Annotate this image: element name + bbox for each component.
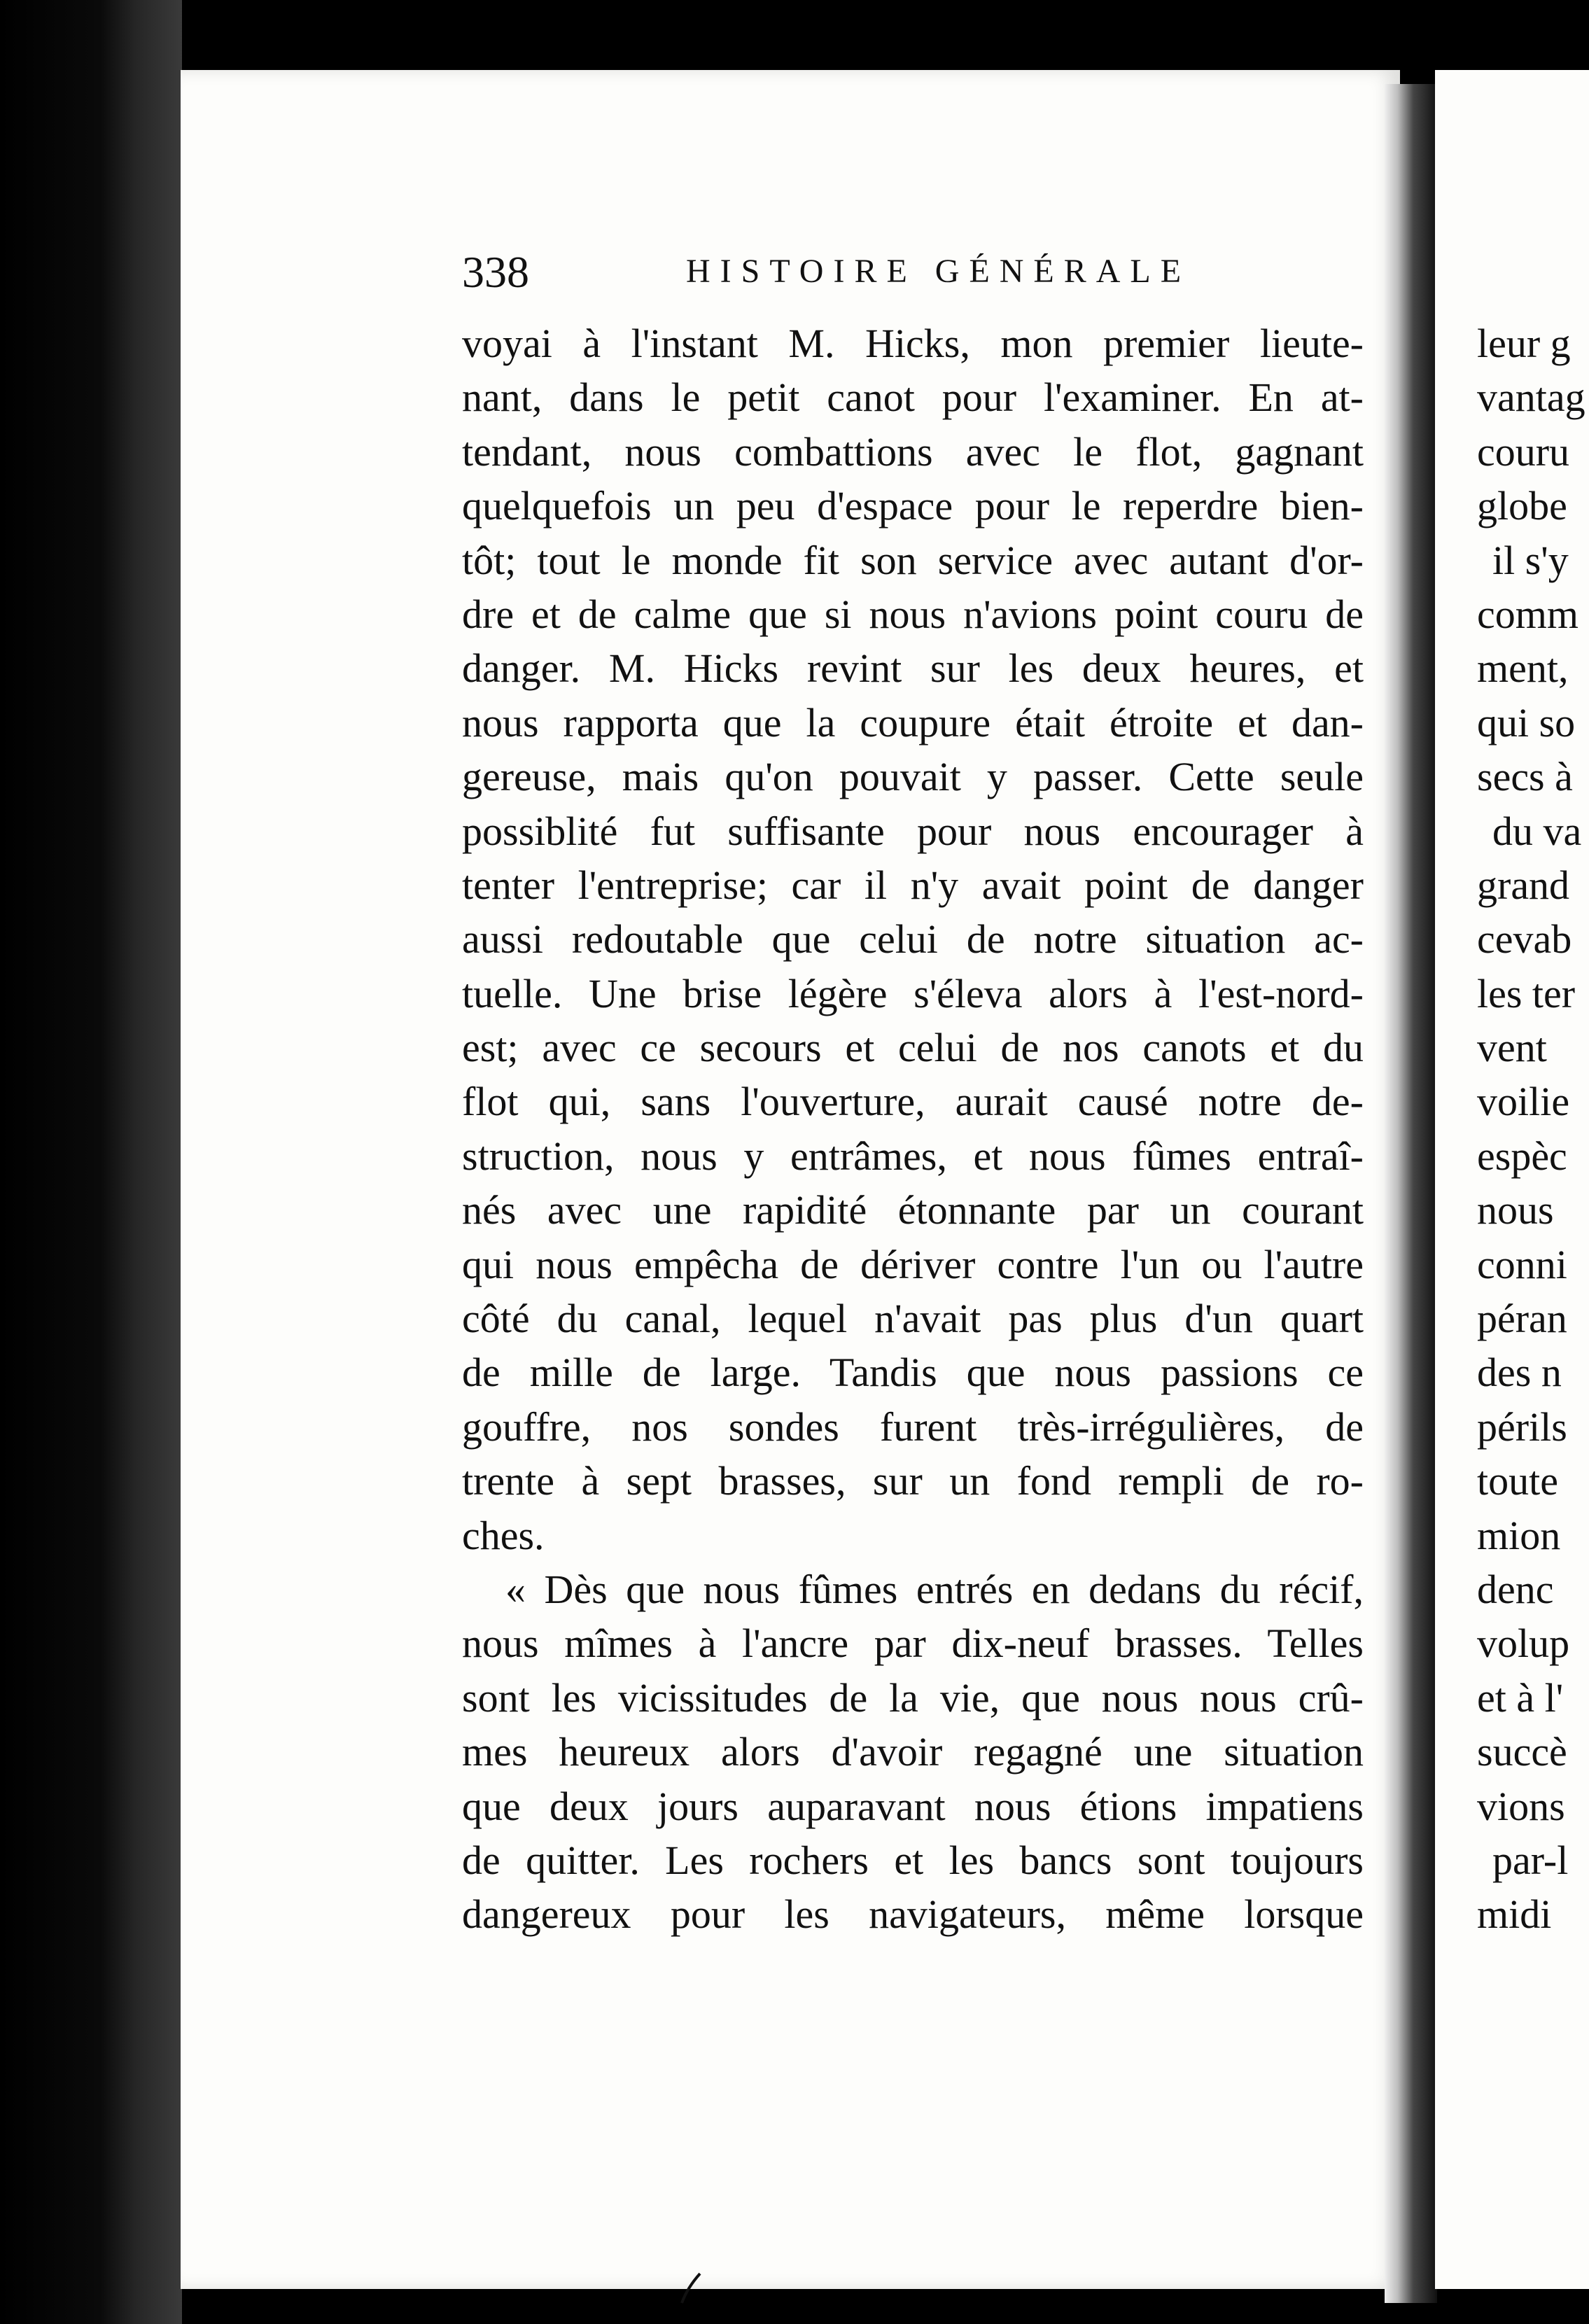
facing-text-line: midi xyxy=(1477,1891,1552,1938)
text-line: est; avec ce secours et celui de nos canots et du xyxy=(462,1025,1364,1071)
text-line: aussi redoutable que celui de notre situation ac- xyxy=(462,916,1364,962)
text-line: nous rapporta que la coupure était étroite et dan- xyxy=(462,699,1364,746)
text-line: dangereux pour les navigateurs, même lorsque xyxy=(462,1891,1364,1938)
text-line: que deux jours auparavant nous étions impatiens xyxy=(462,1783,1364,1829)
facing-text-line: des n xyxy=(1477,1350,1562,1396)
facing-text-line: grand xyxy=(1477,862,1570,908)
facing-text-line: vantag xyxy=(1477,374,1586,421)
facing-text-line: par-l xyxy=(1492,1837,1569,1883)
facing-text-line: vent xyxy=(1477,1025,1547,1071)
facing-text-line: succè xyxy=(1477,1729,1567,1775)
facing-text-line: comm xyxy=(1477,591,1578,637)
facing-text-line: nous xyxy=(1477,1187,1554,1233)
facing-text-line: périls xyxy=(1477,1404,1567,1450)
text-line: struction, nous y entrâmes, et nous fûmes entraî- xyxy=(462,1133,1364,1179)
text-line: ches. xyxy=(462,1512,545,1558)
facing-text-line: cevab xyxy=(1477,916,1572,962)
text-line: tôt; tout le monde fit son service avec autant d'or- xyxy=(462,537,1364,583)
text-line: gereuse, mais qu'on pouvait y passer. Cette seule xyxy=(462,754,1364,800)
running-title: HISTOIRE GÉNÉRALE xyxy=(686,253,1191,290)
text-line: flot qui, sans l'ouverture, aurait causé notre de- xyxy=(462,1079,1364,1125)
facing-text-line: globe xyxy=(1477,483,1567,529)
text-line: dre et de calme que si nous n'avions point couru de xyxy=(462,591,1364,637)
facing-text-line: espèc xyxy=(1477,1133,1567,1179)
stray-pen-mark xyxy=(672,2268,714,2310)
text-line: de mille de large. Tandis que nous passions ce xyxy=(462,1350,1364,1396)
text-line: quelquefois un peu d'espace pour le reperdre bien- xyxy=(462,483,1364,529)
text-line: gouffre, nos sondes furent très-irrégulières, de xyxy=(462,1404,1364,1450)
facing-text-line: péran xyxy=(1477,1296,1567,1342)
text-line: possiblité fut suffisante pour nous encourager à xyxy=(462,808,1364,854)
text-line: voyai à l'instant M. Hicks, mon premier lieute- xyxy=(462,321,1364,366)
text-line: mes heureux alors d'avoir regagné une situation xyxy=(462,1729,1364,1775)
facing-text-line: qui so xyxy=(1477,699,1576,746)
text-line: nés avec une rapidité étonnante par un courant xyxy=(462,1187,1364,1233)
page-number: 338 xyxy=(462,247,529,297)
text-line: sont les vicissitudes de la vie, que nous nous crû- xyxy=(462,1674,1364,1721)
text-line: tendant, nous combattions avec le flot, gagnant xyxy=(462,428,1364,475)
text-line: « Dès que nous fûmes entrés en dedans du récif, xyxy=(505,1566,1364,1612)
text-line: danger. M. Hicks revint sur les deux heures, et xyxy=(462,645,1364,692)
facing-text-line: leur g xyxy=(1477,321,1571,366)
facing-text-line: et à l' xyxy=(1477,1674,1564,1721)
facing-text-line: secs à xyxy=(1477,754,1573,800)
body-text xyxy=(462,316,1364,1942)
facing-text-line: denc xyxy=(1477,1566,1554,1612)
text-line: côté du canal, lequel n'avait pas plus d'un quart xyxy=(462,1296,1364,1342)
facing-text-line: voilie xyxy=(1477,1079,1570,1125)
book-gutter xyxy=(1385,84,1437,2303)
text-line: qui nous empêcha de dériver contre l'un ou l'autre xyxy=(462,1241,1364,1287)
facing-text-line: conni xyxy=(1477,1241,1567,1287)
facing-text-line: toute xyxy=(1477,1458,1558,1504)
text-line: tenter l'entreprise; car il n'y avait point de danger xyxy=(462,862,1364,908)
facing-text-line: vions xyxy=(1477,1783,1565,1829)
facing-text-line: les ter xyxy=(1477,970,1576,1016)
book-edge-shadow xyxy=(0,0,182,2324)
text-line: nant, dans le petit canot pour l'examiner. En at- xyxy=(462,374,1364,421)
facing-page-text xyxy=(1477,316,1589,1942)
text-line: trente à sept brasses, sur un fond rempli de ro- xyxy=(462,1458,1364,1504)
facing-text-line: il s'y xyxy=(1492,537,1569,583)
text-line: de quitter. Les rochers et les bancs sont toujours xyxy=(462,1837,1364,1883)
facing-text-line: ment, xyxy=(1477,645,1569,692)
facing-text-line: volup xyxy=(1477,1620,1570,1667)
text-line: tuelle. Une brise légère s'éleva alors à l'est-nord- xyxy=(462,970,1364,1016)
facing-text-line: couru xyxy=(1477,428,1570,475)
facing-text-line: mion xyxy=(1477,1512,1561,1558)
text-line: nous mîmes à l'ancre par dix-neuf brasses. Telles xyxy=(462,1620,1364,1667)
facing-text-line: du va xyxy=(1492,808,1582,854)
